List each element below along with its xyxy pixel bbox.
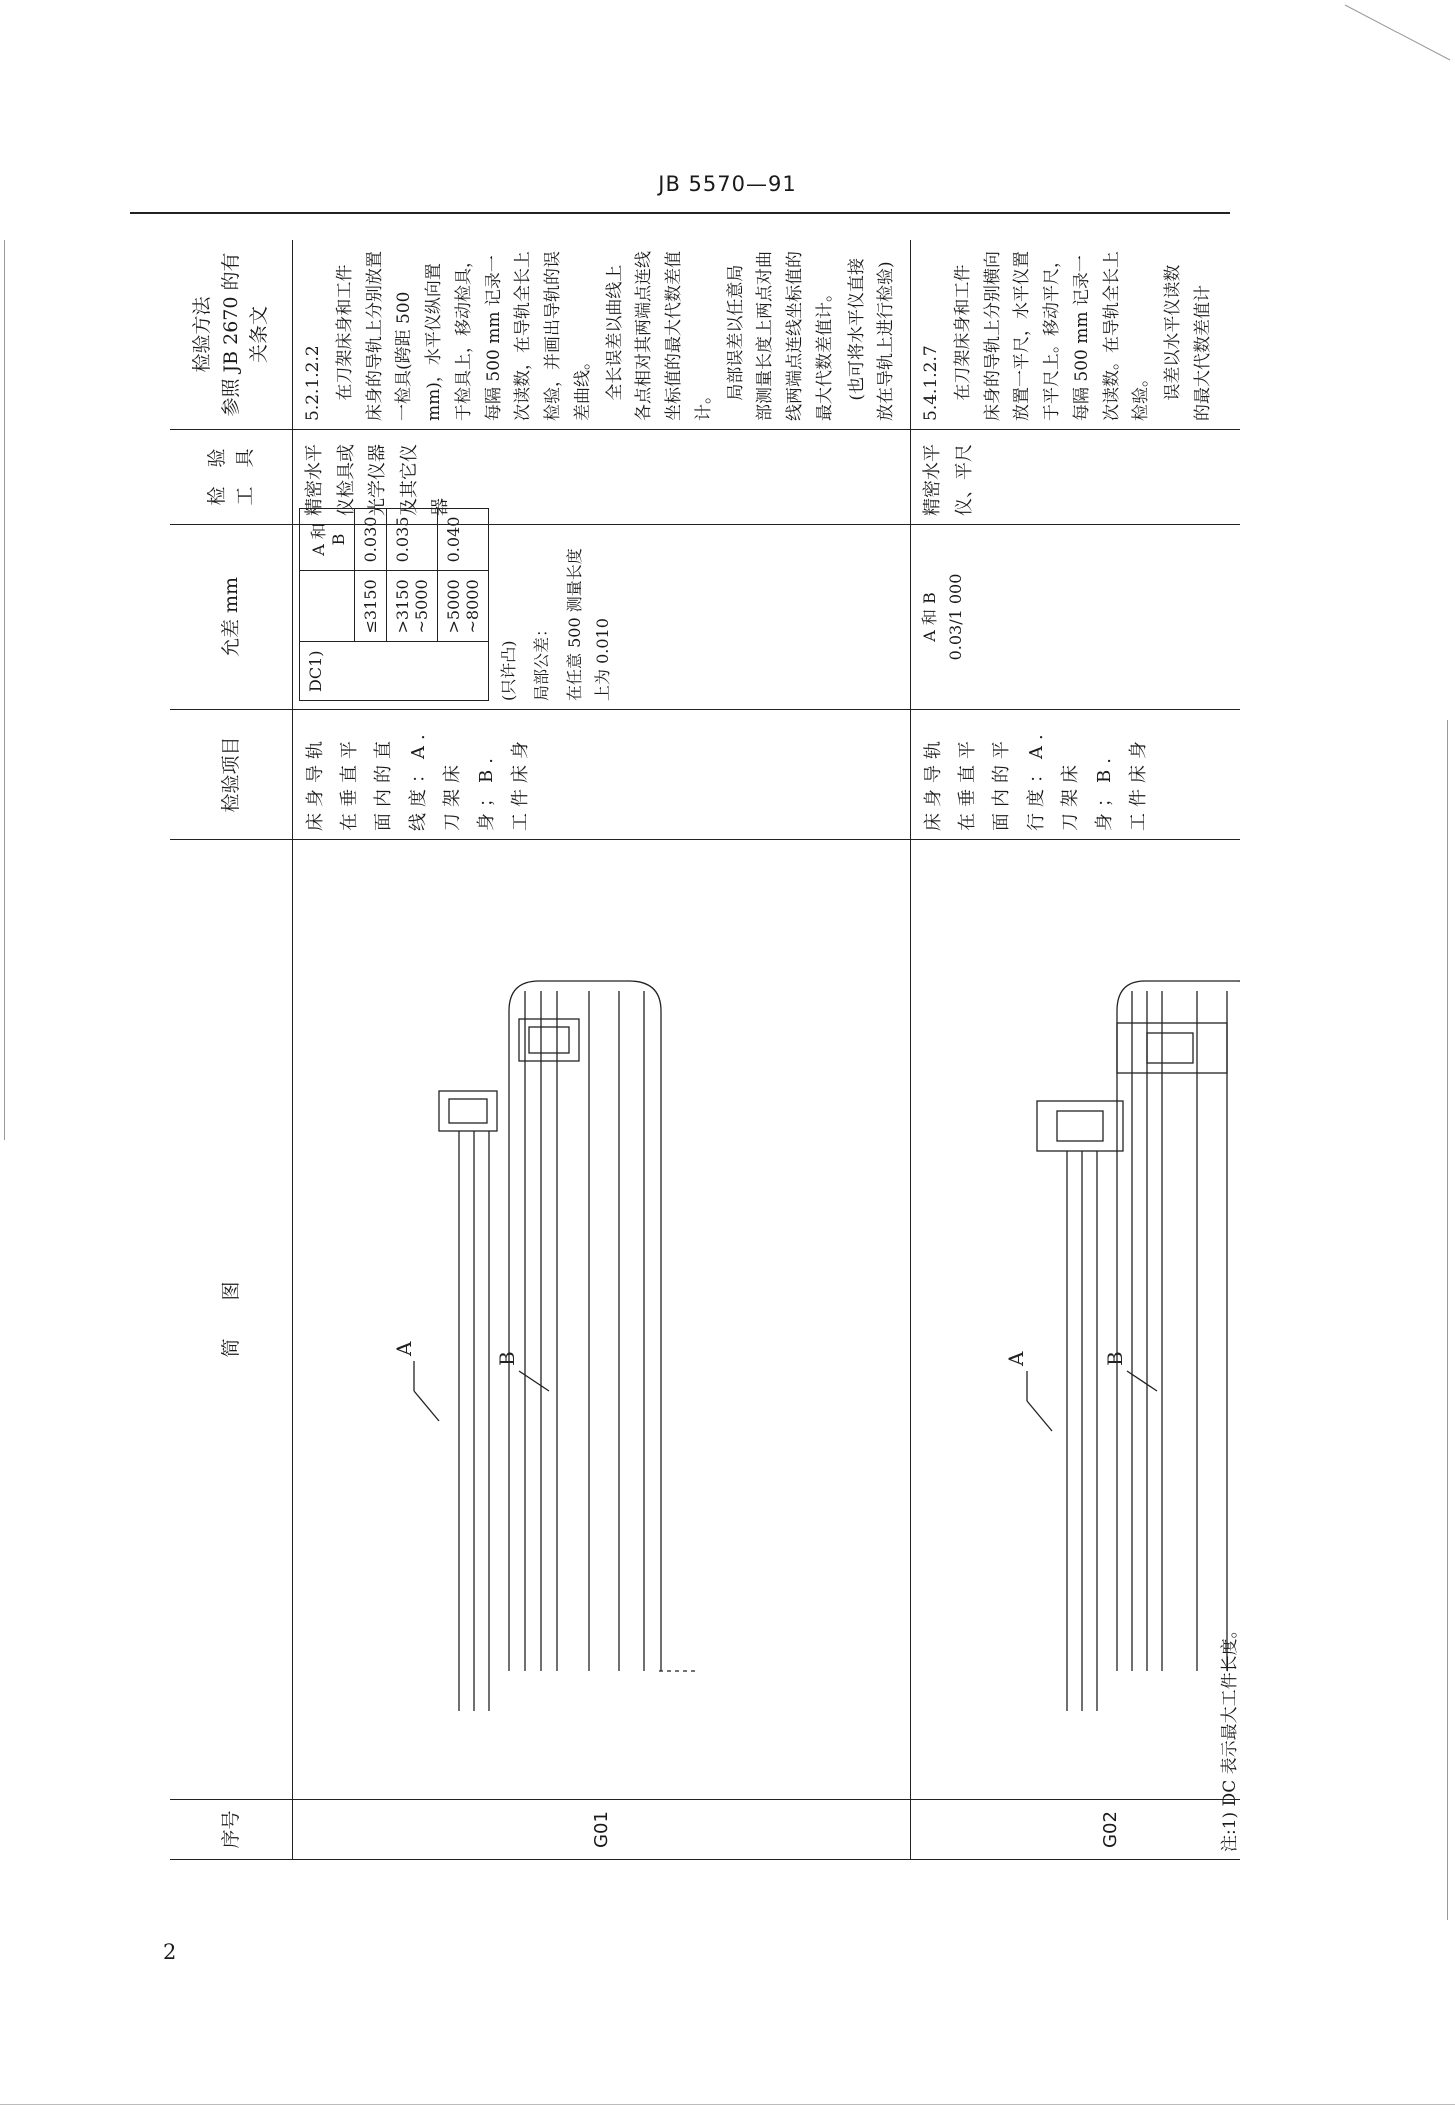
figure-cell <box>911 840 1241 1800</box>
method-cell <box>911 240 1241 430</box>
standard-code: JB 5570—91 <box>658 172 797 196</box>
bed-guideway-straightness-diagram <box>299 851 729 1791</box>
page-number: 2 <box>163 1940 177 1964</box>
table-row-g01 <box>293 240 911 1860</box>
header-method <box>170 240 293 430</box>
method-clause-no: 5.4.1.2.7 <box>921 345 941 421</box>
tol-note-local: 局部公差： <box>532 620 552 701</box>
label-b: B <box>495 1351 519 1366</box>
tol-note-local-value: 在任意 500 测量长度上为 0.010 <box>565 548 612 701</box>
header-tool: 检 验 工 具 <box>170 430 293 525</box>
scan-edge-mark <box>4 240 5 1140</box>
method-paragraph: 误差以水平仪读数的最大代数差值计 <box>1163 264 1213 421</box>
header-tolerance: 允差 mm <box>170 525 293 710</box>
row-no: G01 <box>293 1800 911 1860</box>
label-b: B <box>1103 1351 1127 1366</box>
header-no: 序号 <box>170 1800 293 1860</box>
tool-text: 精密水平仪、平尺 <box>922 444 975 516</box>
header-rule <box>130 212 1230 214</box>
method-paragraph: 局部误差以任意局部测量长度上两点对曲线两端点连线坐标值的最大代数差值计。 <box>725 251 835 421</box>
method-paragraph: 在刀架床身和工件床身的导轨上分别放置一检具(跨距 500 mm)，水平仪纵向置于检具上，移动检具，每隔 500 mm 记录一次读数，在导轨全长上检验，并画出导轨的误差曲线。 <box>334 251 593 421</box>
row-no: G02 <box>911 1800 1241 1860</box>
method-cell <box>293 240 911 430</box>
bottom-rule <box>0 2104 1455 2105</box>
tol-value: 0.040 <box>438 508 489 571</box>
tol-range: >5000 ~8000 <box>438 571 489 642</box>
inspection-table <box>170 240 1240 1860</box>
scan-edge-mark <box>1447 720 1448 1920</box>
method-clause-no: 5.2.1.2.2 <box>303 345 323 421</box>
method-paragraph: (也可将水平仪直接放在导轨上进行检验) <box>846 257 897 421</box>
tol-range: ≤3150 <box>355 571 387 642</box>
rotated-table-frame <box>170 240 1240 1860</box>
tol-value: 0.035 <box>387 508 438 571</box>
header-figure: 简 图 <box>170 840 293 1800</box>
label-a: A <box>392 1341 416 1356</box>
tol-dc-label: DC1) <box>300 642 489 701</box>
tol-note-convex: (只许凸) <box>499 640 518 701</box>
label-a: A <box>1004 1351 1028 1366</box>
check-item-text: 床身导轨在垂直平面内的平行度：A. 刀架床身；B. 工件床身 <box>923 728 1150 831</box>
tol-header: A 和 B <box>920 592 939 642</box>
tool-cell <box>911 430 1241 525</box>
tolerance-cell <box>293 516 911 710</box>
tolerance-cell <box>911 525 1241 710</box>
rotated-table <box>170 240 1240 1860</box>
tol-range: >3150 ~5000 <box>387 571 438 642</box>
figure-cell <box>293 840 911 1800</box>
tolerance-table <box>299 508 489 701</box>
tool-text: 精密水平仪检具或光学仪器及其它仪器 <box>304 444 451 516</box>
table-header-row <box>170 240 293 1860</box>
header-item: 检验项目 <box>170 710 293 840</box>
table-footnote: 注:1) DC 表示最大工件长度。 <box>1220 1621 1240 1852</box>
tol-header: A 和 B <box>300 508 355 571</box>
tol-value: 0.03/1 000 <box>946 573 965 661</box>
method-paragraph: 在刀架床身和工件床身的导轨上分别横向放置一平尺，水平仪置于平尺上。移动平尺，每隔 500 mm 记录一次读数。在导轨全长上检验。 <box>952 251 1152 421</box>
scan-corner-mark <box>1340 0 1455 70</box>
table-row-g02 <box>911 240 1241 1860</box>
header-method-ref: 参照 JB 2670 的有关条文 <box>219 252 271 417</box>
tool-cell <box>293 430 911 525</box>
item-cell <box>911 710 1241 840</box>
bed-guideway-parallelism-diagram <box>917 851 1240 1791</box>
header-method-title: 检验方法 <box>191 296 214 373</box>
tol-value: 0.030 <box>355 508 387 571</box>
method-paragraph: 全长误差以曲线上各点相对其两端点连线坐标值的最大代数差值计。 <box>604 251 714 421</box>
item-cell <box>293 710 911 840</box>
check-item-text: 床身导轨在垂直平面内的直线度：A. 刀架床身；B. 工件床身 <box>305 728 532 831</box>
